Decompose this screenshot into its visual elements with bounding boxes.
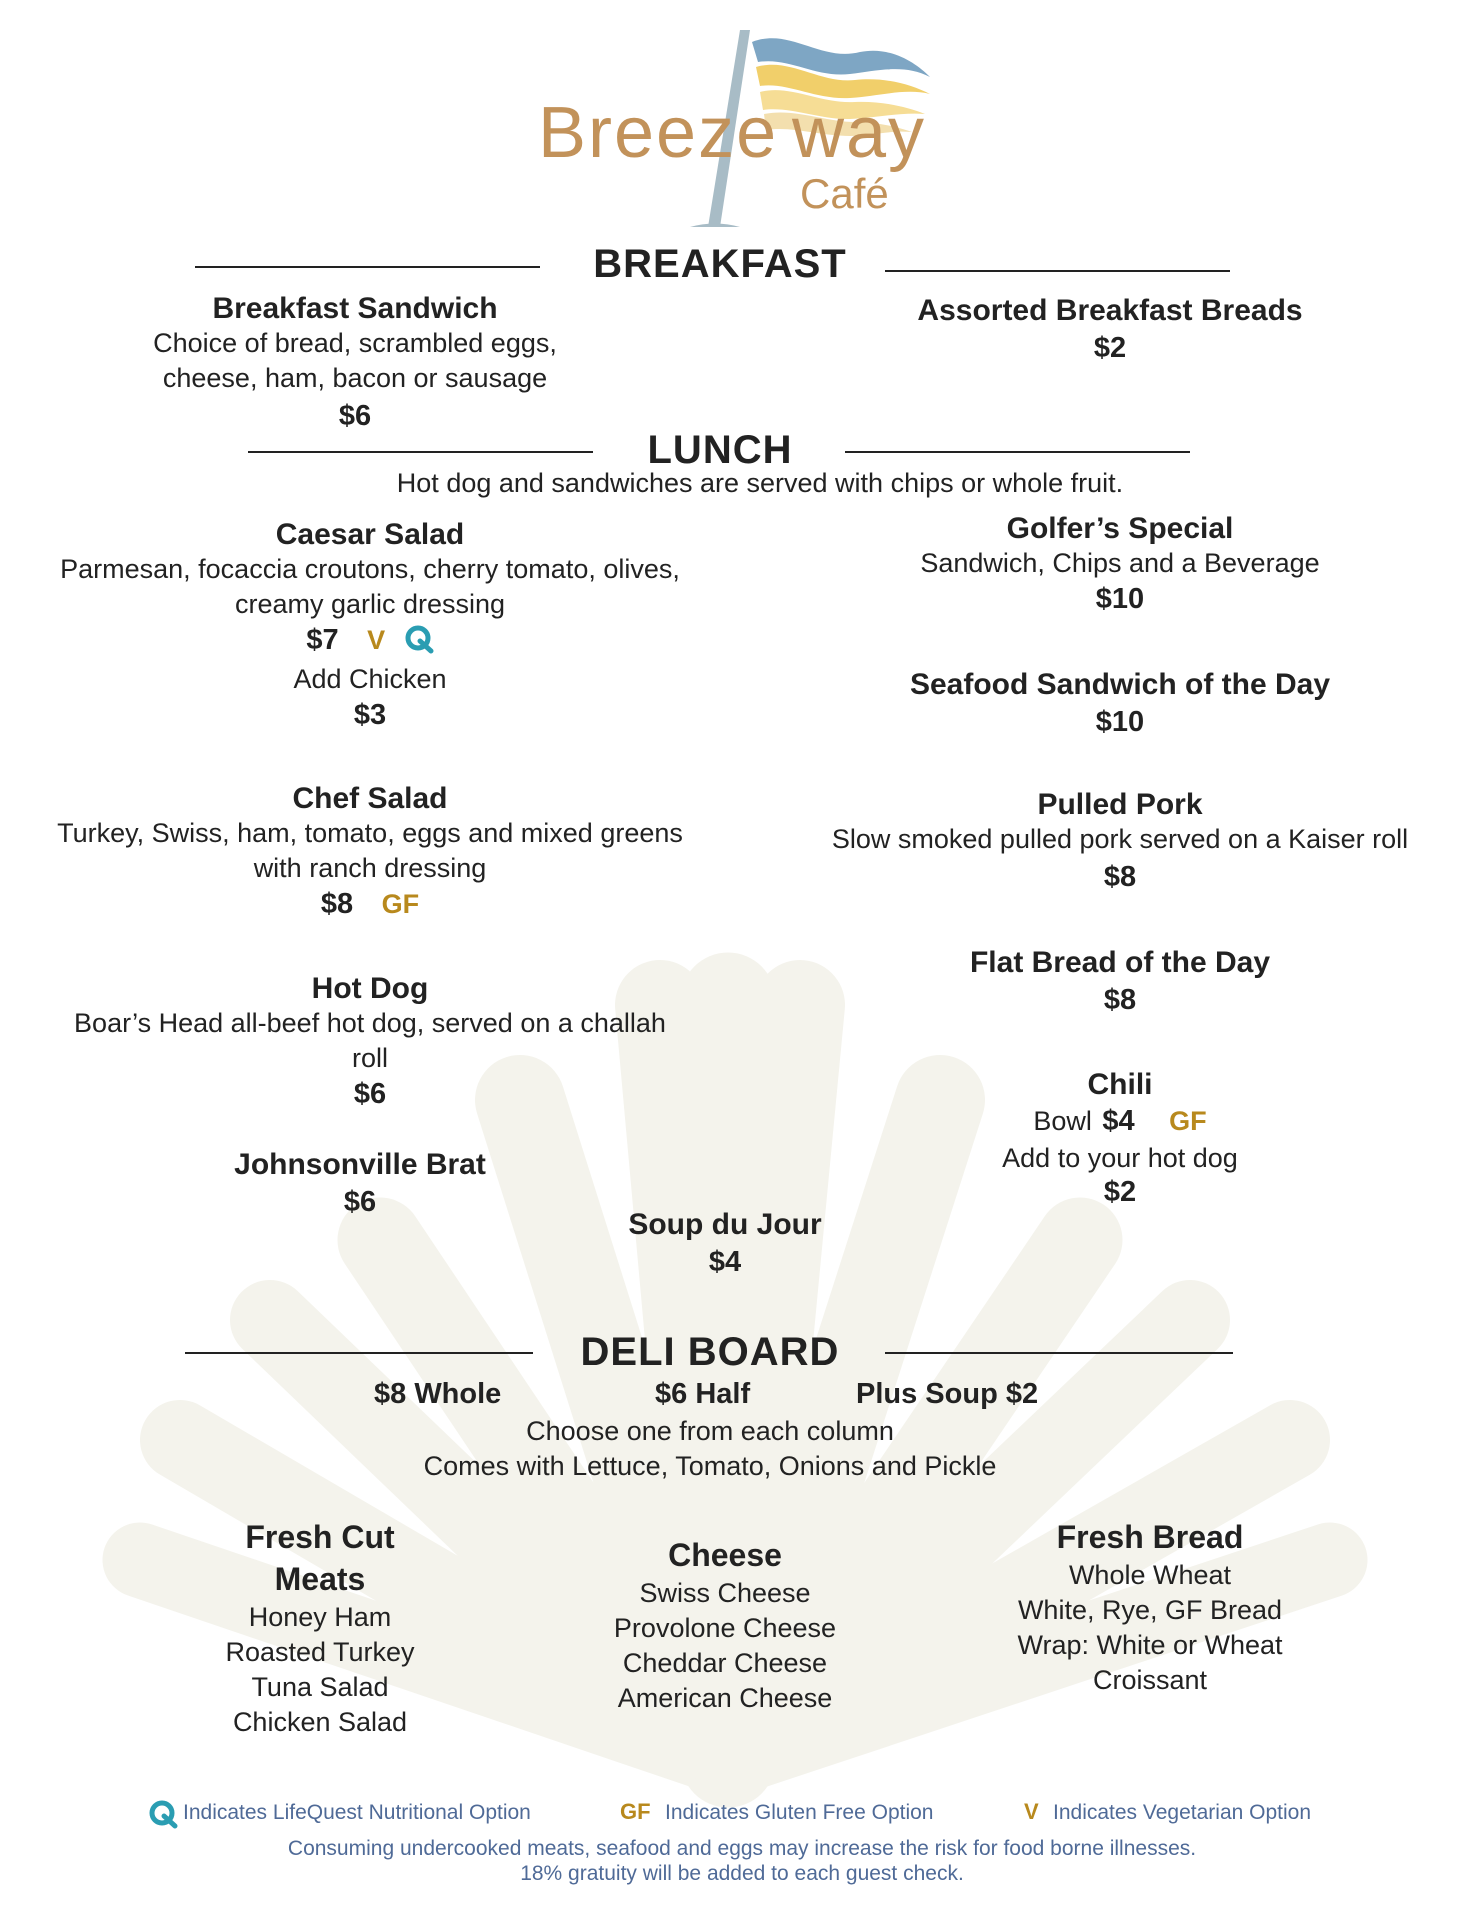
pulled-pork-item [800,788,1440,894]
deli-whole-price: $8 Whole [374,1378,502,1410]
brat-item [180,1148,540,1219]
item-title: Chef Salad [292,782,448,815]
column-title: Cheese [668,1537,782,1573]
lunch-note: Hot dog and sandwiches are served with chips or whole fruit. [396,468,1124,498]
breakfast-sandwich-item [120,292,590,433]
item-price: $8 [1103,861,1137,893]
list-item: Honey Ham [248,1602,392,1632]
item-title: Breakfast Sandwich [212,292,498,325]
item-price: $7 [306,624,339,656]
chef-salad-item [50,782,690,921]
item-title: Hot Dog [311,972,429,1005]
breakfast-breads-item [870,294,1350,365]
column-title: Meats [274,1561,366,1597]
list-item: White, Rye, GF Bread [1017,1595,1283,1625]
seafood-sandwich-item [820,668,1420,739]
deli-rule-right [885,1352,1233,1354]
list-item: Tuna Salad [251,1672,389,1702]
item-price: $4 [1102,1105,1135,1137]
deli-cheese-column [590,1534,860,1716]
addon-price: $3 [353,699,387,731]
addon-label: Add to your hot dog [1002,1143,1238,1173]
addon-price: $2 [1103,1176,1137,1208]
item-price: $4 [708,1246,742,1278]
gluten-free-tag: GF [1169,1106,1207,1136]
deli-meats-column [180,1516,460,1740]
item-title: Assorted Breakfast Breads [917,294,1303,327]
deli-rule-left [185,1352,533,1354]
lifequest-icon [404,624,434,654]
item-desc: creamy garlic dressing [234,589,506,619]
column-title: Fresh Bread [1056,1519,1244,1555]
item-title: Seafood Sandwich of the Day [909,668,1331,701]
item-title: Golfer’s Special [1006,512,1234,545]
item-price: $10 [1095,583,1145,615]
item-desc: Sandwich, Chips and a Beverage [920,548,1320,578]
logo-name-right: way [792,93,927,173]
list-item: Provolone Cheese [613,1613,837,1643]
chili-item [820,1068,1420,1209]
item-desc: roll [351,1043,388,1073]
item-price: $6 [343,1186,377,1218]
golfers-special-item [820,512,1420,616]
deli-includes: Comes with Lettuce, Tomato, Onions and Pickle [423,1451,997,1481]
item-price: $8 [1103,984,1137,1016]
gluten-free-legend: Indicates Gluten Free Option [665,1801,934,1824]
item-desc: cheese, ham, bacon or sausage [162,363,548,393]
item-price: $6 [338,400,372,432]
deli-heading: DELI BOARD [580,1330,840,1374]
item-title: Soup du Jour [628,1208,822,1241]
breakfast-rule-left [195,266,540,268]
list-item: Roasted Turkey [225,1637,415,1667]
list-item: Chicken Salad [232,1707,408,1737]
item-desc: with ranch dressing [253,853,487,883]
lifequest-icon [148,1799,178,1829]
item-price: $6 [353,1078,387,1110]
list-item: Cheddar Cheese [622,1648,828,1678]
chili-bowl-label: Bowl [1033,1106,1092,1136]
item-title: Chili [1087,1068,1153,1101]
item-title: Pulled Pork [1037,788,1203,821]
food-safety-warning: Consuming undercooked meats, seafood and eggs may increase the risk for food borne illnesses. [287,1837,1197,1860]
deli-instructions: Choose one from each column [526,1416,894,1446]
item-desc: Choice of bread, scrambled eggs, [153,328,557,358]
gratuity-note: 18% gratuity will be added to each guest check. [520,1862,964,1885]
item-desc: Turkey, Swiss, ham, tomato, eggs and mixed greens [57,818,683,848]
list-item: Wrap: White or Wheat [1017,1630,1283,1660]
addon-label: Add Chicken [293,664,447,694]
item-desc: Slow smoked pulled pork served on a Kaiser roll [831,824,1409,854]
deli-soup-price: Plus Soup $2 [856,1378,1039,1410]
list-item: Croissant [1092,1665,1208,1695]
list-item: Whole Wheat [1068,1560,1232,1590]
vegetarian-legend: Indicates Vegetarian Option [1053,1801,1312,1824]
deli-bread-column [1000,1516,1300,1698]
logo-subtitle: Café [800,170,889,217]
lunch-rule-left [248,451,593,453]
lifequest-legend: Indicates LifeQuest Nutritional Option [183,1801,531,1824]
hot-dog-item [50,972,690,1111]
item-title: Johnsonville Brat [234,1148,486,1181]
column-title: Fresh Cut [245,1519,395,1555]
item-price: $2 [1093,332,1127,364]
caesar-salad-item [50,518,690,732]
logo-name-left: Breeze [538,93,779,173]
deli-half-price: $6 Half [655,1378,751,1410]
breakfast-heading: BREAKFAST [593,242,847,286]
item-desc: Parmesan, focaccia croutons, cherry tomato, olives, [60,554,680,584]
list-item: American Cheese [617,1683,833,1713]
item-price: $8 [320,888,354,920]
flat-bread-item [820,946,1420,1017]
vegetarian-tag: V [367,625,386,655]
vegetarian-legend-tag: V [1024,1799,1039,1824]
lunch-heading: LUNCH [647,428,793,472]
item-title: Flat Bread of the Day [969,946,1271,979]
item-desc: Boar’s Head all-beef hot dog, served on a challah [74,1008,666,1038]
gluten-free-legend-tag: GF [620,1799,651,1824]
list-item: Swiss Cheese [639,1578,811,1608]
lunch-rule-right [845,451,1190,453]
item-title: Caesar Salad [275,518,465,551]
breakfast-rule-right [885,270,1230,272]
soup-item [575,1208,875,1279]
gluten-free-tag: GF [381,889,420,919]
item-price: $10 [1095,706,1145,738]
